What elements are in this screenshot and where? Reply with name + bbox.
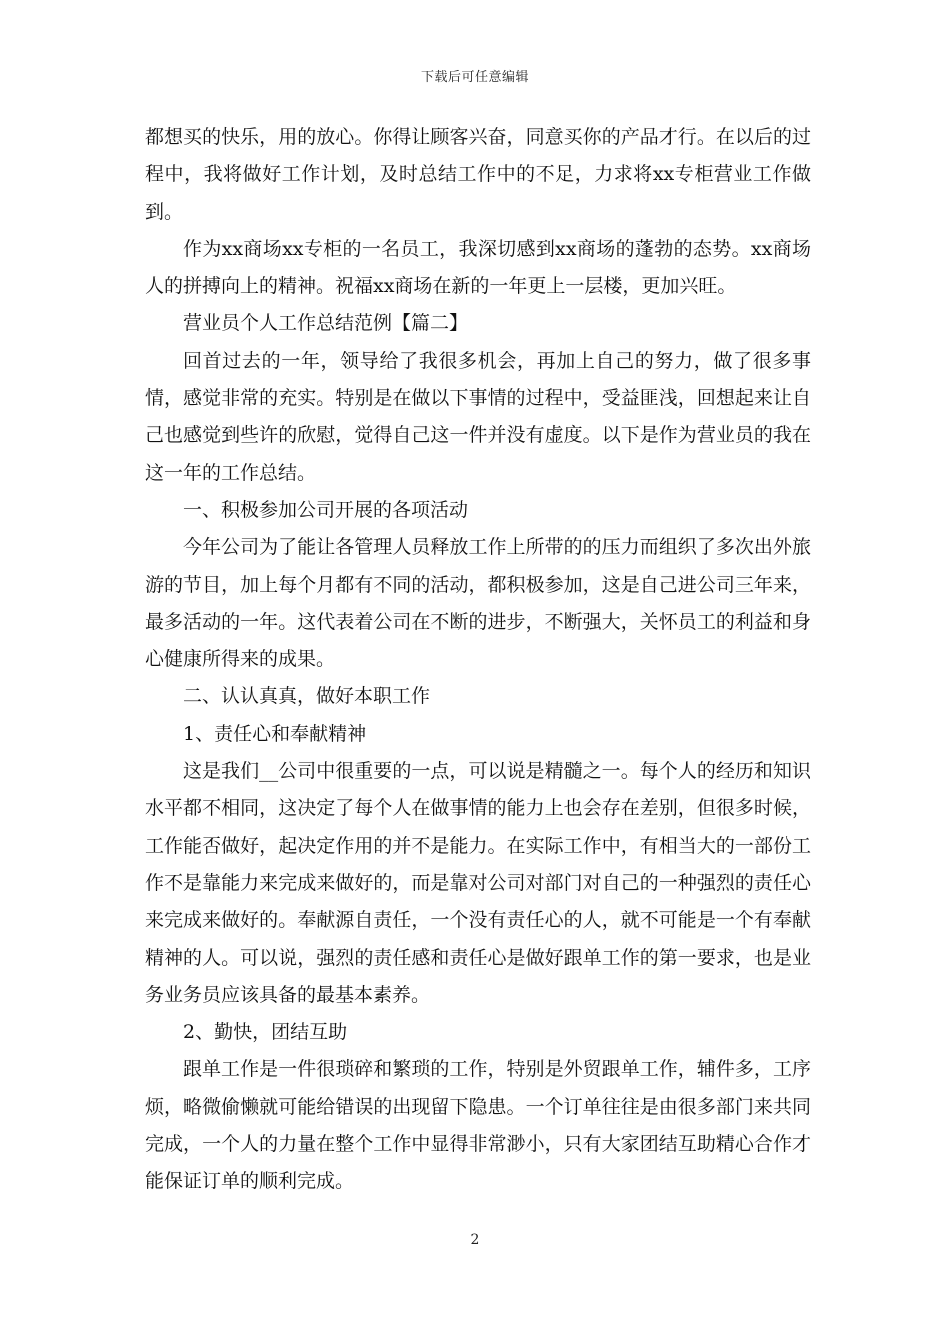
paragraph-teamwork: 跟单工作是一件很琐碎和繁琐的工作，特别是外贸跟单工作，辅件多，工序烦，略微偷懒就可能给错误的出现留下隐患。一个订单往往是由很多部门来共同完成，一个人的力量在整个工作中显得非常渺小，只有大家团结互助精心合作才能保证订单的顺利完成。 bbox=[145, 1058, 811, 1193]
document-body bbox=[145, 119, 811, 1201]
page-number: 2 bbox=[470, 1232, 480, 1248]
paragraph-activities: 今年公司为了能让各管理人员释放工作上所带的的压力而组织了多次出外旅游的节目，加上每个月都有不同的活动，都积极参加，这是自己进公司三年来，最多活动的一年。这代表着公司在不断的进步，不断强大，关怀员工的利益和身心健康所得来的成果。 bbox=[145, 536, 811, 671]
heading-activities: 一、积极参加公司开展的各项活动 bbox=[183, 498, 469, 521]
subheading-teamwork: 2、勤快，团结互助 bbox=[183, 1021, 348, 1044]
paragraph-continued: 都想买的快乐，用的放心。你得让顾客兴奋，同意买你的产品才行。在以后的过程中，我将做好工作计划，及时总结工作中的不足，力求将xx专柜营业工作做到。 bbox=[145, 126, 811, 223]
paragraph-responsibility: 这是我们__公司中很重要的一点，可以说是精髓之一。每个人的经历和知识水平都不相同，这决定了每个人在做事情的能力上也会存在差别，但很多时候，工作能否做好，起决定作用的并不是能力。在实际工作中，有相当大的一部份工作不是靠能力来完成来做好的，而是靠对公司对部门对自己的一种强烈的责任心来完成来做好的。奉献源自责任，一个没有责任心的人，就不可能是一个有奉献精神的人。可以说，强烈的责任感和责任心是做好跟单工作的第一要求，也是业务业务员应该具备的最基本素养。 bbox=[145, 760, 811, 1006]
section-title-part-two: 营业员个人工作总结范例【篇二】 bbox=[183, 312, 469, 335]
paragraph-year-review: 回首过去的一年，领导给了我很多机会，再加上自己的努力，做了很多事情，感觉非常的充实。特别是在做以下事情的过程中，受益匪浅，回想起来让自己也感觉到些许的欣慰，觉得自己这一件并没有虚度。以下是作为营业员的我在这一年的工作总结。 bbox=[145, 349, 811, 484]
subheading-responsibility: 1、责任心和奉献精神 bbox=[183, 722, 367, 745]
heading-duties: 二、认认真真，做好本职工作 bbox=[183, 685, 431, 708]
page-header-note: 下载后可任意编辑 bbox=[420, 70, 529, 85]
paragraph-employee-statement: 作为xx商场xx专柜的一名员工，我深切感到xx商场的蓬勃的态势。xx商场人的拼搏向上的精神。祝福xx商场在新的一年更上一层楼，更加兴旺。 bbox=[145, 237, 811, 298]
